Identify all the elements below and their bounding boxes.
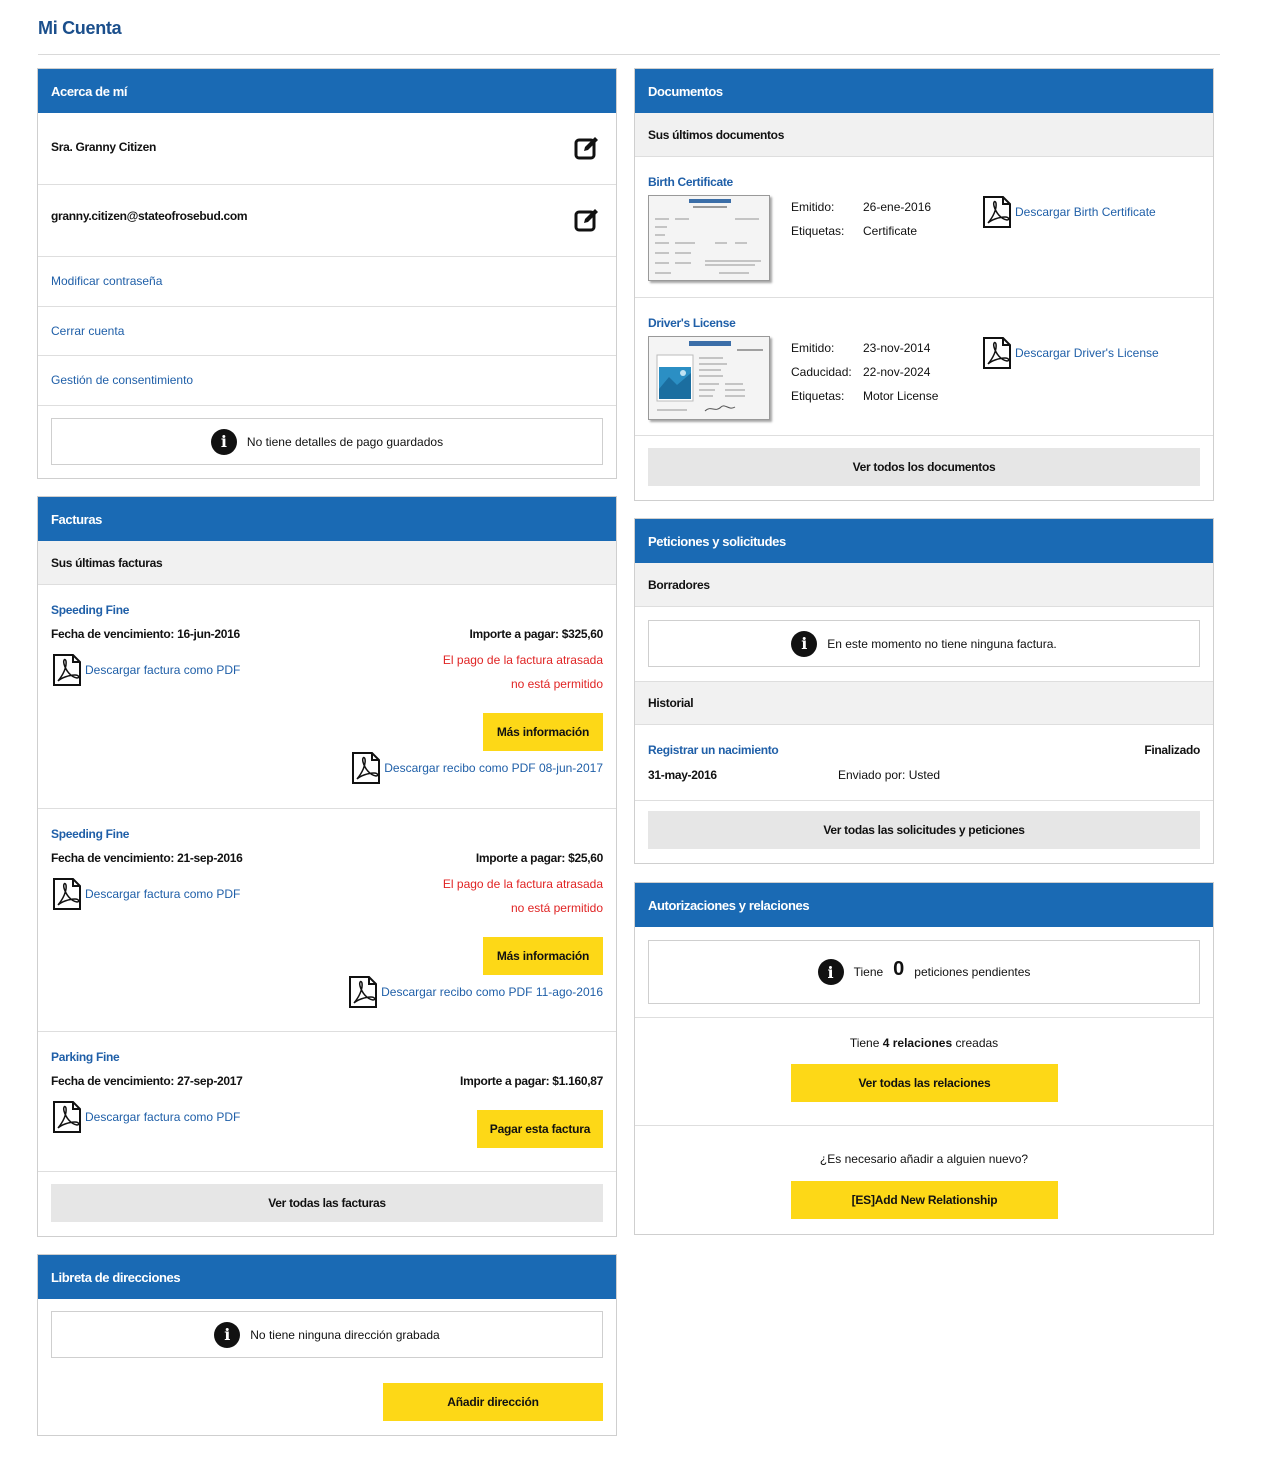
late-payment-line: El pago de la factura atrasada [442,653,603,667]
view-all-requests-button[interactable]: Ver todas las solicitudes y peticiones [648,811,1200,849]
late-payment-line: no está permitido [510,901,603,915]
download-invoice-link[interactable] [51,653,240,687]
pdf-icon [981,195,1013,229]
invoice-due-date: Fecha de vencimiento: 27-sep-2017 [51,1074,243,1088]
invoice-amount: Importe a pagar: $325,60 [469,627,603,641]
history-item [635,725,1213,801]
download-receipt-link[interactable] [350,751,603,785]
close-account-row [38,307,616,356]
relations-summary [635,1036,1213,1050]
invoice-due-date: Fecha de vencimiento: 21-sep-2016 [51,851,243,865]
edit-icon[interactable] [574,135,600,161]
requests-header: Peticiones y solicitudes [635,519,1213,563]
requests-panel [634,518,1214,864]
download-document-label: Descargar Driver's License [1015,346,1159,360]
relations-prefix: Tiene [849,1036,880,1050]
download-receipt-link[interactable] [347,975,603,1009]
edit-icon[interactable] [574,207,600,233]
invoices-subheader: Sus últimas facturas [38,541,616,585]
change-password-row [38,257,616,307]
drafts-section [635,607,1213,681]
change-password-link[interactable]: Modificar contraseña [51,274,163,288]
relations-suffix: creadas [955,1036,999,1050]
invoice-title[interactable]: Speeding Fine [51,603,130,617]
pending-count: 0 [893,957,905,980]
pending-requests-info [648,940,1200,1004]
document-item [635,298,1213,436]
info-icon: i [818,959,844,985]
birth-certificate-thumbnail[interactable] [648,195,770,281]
add-relation-question: ¿Es necesario añadir a alguien nuevo? [819,1152,1029,1166]
document-meta [791,195,931,243]
close-account-link[interactable]: Cerrar cuenta [51,324,125,338]
more-info-button[interactable]: Más información [483,713,603,751]
tags-label: Etiquetas: [791,224,845,238]
relations-count: 4 relaciones [882,1036,953,1050]
tags-value: Certificate [863,224,918,238]
invoice-title[interactable]: Speeding Fine [51,827,130,841]
documents-subheader: Sus últimos documentos [635,113,1213,157]
download-receipt-label: Descargar recibo como PDF 08-jun-2017 [384,761,603,775]
no-payment-text: No tiene detalles de pago guardados [246,434,444,449]
page-title: Mi Cuenta [38,18,122,38]
add-address-button[interactable]: Añadir dirección [383,1383,603,1421]
invoice-item [38,585,616,809]
info-icon: i [211,429,237,455]
documents-panel [634,68,1214,501]
tags-label: Etiquetas: [791,389,845,403]
pdf-icon [350,751,382,785]
invoice-title[interactable]: Parking Fine [51,1050,120,1064]
download-invoice-link[interactable] [51,877,240,911]
user-name: Sra. Granny Citizen [51,140,156,154]
issued-value: 26-ene-2016 [863,200,932,214]
consent-management-link[interactable]: Gestión de consentimiento [51,373,194,387]
drivers-license-thumbnail[interactable] [648,336,770,420]
download-receipt-label: Descargar recibo como PDF 11-ago-2016 [381,985,603,999]
certificate-image [649,196,770,281]
download-document-link[interactable] [981,195,1156,229]
view-all-invoices-button[interactable]: Ver todas las facturas [51,1184,603,1222]
history-item-sender: Enviado por: Usted [838,768,941,782]
title-divider [38,54,1220,55]
invoice-amount: Importe a pagar: $25,60 [475,851,603,865]
view-relations-button[interactable]: Ver todas las relaciones [791,1064,1058,1102]
authorizations-header: Autorizaciones y relaciones [635,883,1213,927]
license-image [649,337,770,420]
download-invoice-label: Descargar factura como PDF [85,887,241,901]
late-payment-line: El pago de la factura atrasada [442,877,603,891]
pending-suffix: peticiones pendientes [914,965,1031,979]
download-invoice-link[interactable] [51,1100,240,1134]
user-email: granny.citizen@stateofrosebud.com [51,209,248,223]
late-payment-line: no está permitido [510,677,603,691]
invoice-item [38,809,616,1032]
documents-header: Documentos [635,69,1213,113]
consent-row [38,356,616,406]
expiry-value: 22-nov-2024 [863,365,931,379]
document-name[interactable]: Birth Certificate [648,175,733,189]
late-payment-warning [443,872,603,920]
relations-row [635,1018,1213,1126]
no-payment-info [51,418,603,465]
invoice-amount: Importe a pagar: $1.160,87 [460,1074,603,1088]
history-item-name[interactable]: Registrar un nacimiento [648,743,779,757]
history-subheader: Historial [635,681,1213,725]
no-address-info [51,1311,603,1358]
history-item-status: Finalizado [1144,743,1200,757]
invoice-item [38,1032,616,1172]
name-row [38,113,616,185]
address-book-header: Libreta de direcciones [38,1255,616,1299]
more-info-button[interactable]: Más información [483,937,603,975]
view-all-documents-button[interactable]: Ver todos los documentos [648,448,1200,486]
document-meta [791,336,938,408]
add-relationship-button[interactable]: [ES]Add New Relationship [791,1181,1058,1219]
issued-value: 23-nov-2014 [863,341,931,355]
pending-requests-row [635,927,1213,1018]
authorizations-panel [634,882,1214,1235]
no-drafts-text: En este momento no tiene ninguna factura. [827,636,1057,651]
issued-label: Emitido: [791,200,835,214]
invoices-panel [37,496,617,1237]
invoices-header: Facturas [38,497,616,541]
document-name[interactable]: Driver's License [648,316,736,330]
document-item [635,157,1213,298]
no-address-text: No tiene ninguna dirección grabada [250,1327,440,1342]
no-drafts-info [648,620,1200,667]
pdf-icon [51,877,83,911]
pdf-icon [347,975,379,1009]
about-me-header: Acerca de mí [38,69,616,113]
drafts-subheader: Borradores [635,563,1213,607]
tags-value: Motor License [863,389,939,403]
download-document-label: Descargar Birth Certificate [1015,205,1156,219]
download-invoice-label: Descargar factura como PDF [85,1110,241,1124]
email-row [38,185,616,257]
download-document-link[interactable] [981,336,1159,370]
add-relation-row [635,1126,1213,1234]
history-item-date: 31-may-2016 [648,768,717,782]
expiry-label: Caducidad: [791,365,852,379]
info-icon: i [214,1322,240,1348]
issued-label: Emitido: [791,341,835,355]
pdf-icon [981,336,1013,370]
invoice-due-date: Fecha de vencimiento: 16-jun-2016 [51,627,240,641]
address-book-panel [37,1254,617,1436]
info-icon: i [791,631,817,657]
pending-prefix: Tiene [853,965,884,979]
pdf-icon [51,653,83,687]
late-payment-warning [443,648,603,696]
download-invoice-label: Descargar factura como PDF [85,663,241,677]
about-me-panel [37,68,617,479]
pdf-icon [51,1100,83,1134]
pay-invoice-button[interactable]: Pagar esta factura [477,1110,603,1148]
